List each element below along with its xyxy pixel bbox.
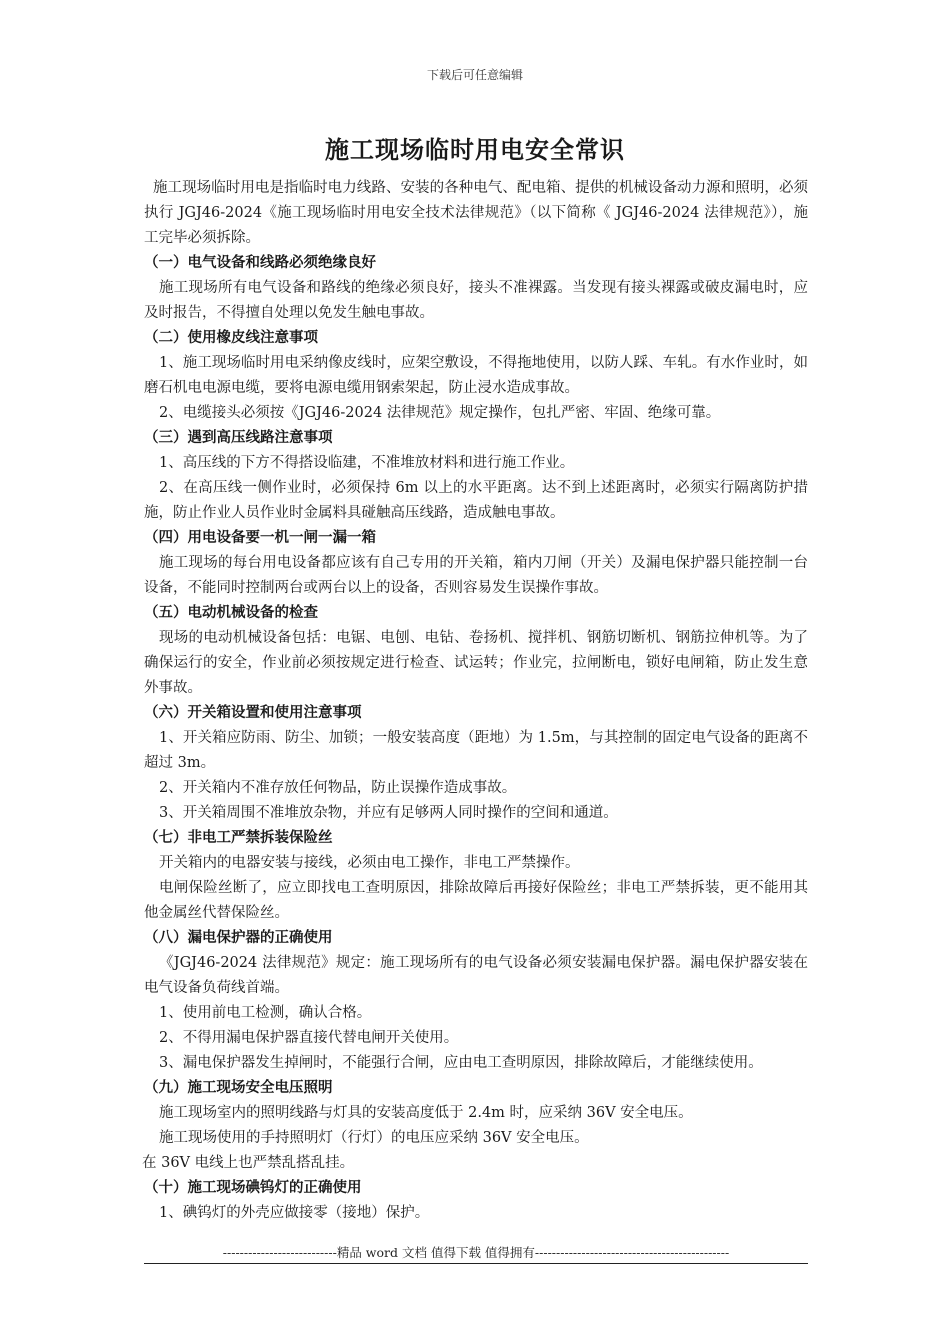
section-paragraph: 开关箱内的电器安装与接线，必须由电工操作，非电工严禁操作。 <box>159 855 580 871</box>
section-heading: （七）非电工严禁拆装保险丝 <box>144 830 333 846</box>
section-paragraph: 1、施工现场临时用电采纳像皮线时，应架空敷设，不得拖地使用，以防人踩、车轧。有水作业时，如磨石机电电源电缆，要将电源电缆用钢索架起，防止浸水造成事故。 <box>144 355 808 396</box>
section-heading: （六）开关箱设置和使用注意事项 <box>144 705 362 721</box>
section-paragraph: 2、在高压线一侧作业时，必须保持 6m 以上的水平距离。达不到上述距离时，必须实行隔离防护措施，防止作业人员作业时金属料具碰触高压线路，造成触电事故。 <box>144 480 808 521</box>
section-paragraph: 3、漏电保护器发生掉闸时，不能强行合闸，应由电工查明原因，排除故障后，才能继续使用。 <box>159 1055 763 1071</box>
section-heading: （八）漏电保护器的正确使用 <box>144 930 333 946</box>
section-heading: （三）遇到高压线路注意事项 <box>144 430 333 446</box>
section-paragraph: 1、高压线的下方不得搭设临建，不准堆放材料和进行施工作业。 <box>159 455 575 471</box>
section-heading: （二）使用橡皮线注意事项 <box>144 330 318 346</box>
section-paragraph: 2、不得用漏电保护器直接代替电闸开关使用。 <box>159 1030 459 1046</box>
footer-note: ---------------------------精品 word 文档 值得下载 值得拥有---------------------------------------------- <box>222 1245 730 1260</box>
section-paragraph: 电闸保险丝断了，应立即找电工查明原因，排除故障后再接好保险丝；非电工严禁拆装，更不能用其他金属丝代替保险丝。 <box>144 880 808 921</box>
section-paragraph: 《JGJ46-2024 法律规范》规定：施工现场所有的电气设备必须安装漏电保护器。漏电保护器安装在电气设备负荷线首端。 <box>144 955 808 996</box>
section-paragraph: 施工现场室内的照明线路与灯具的安装高度低于 2.4m 时，应采纳 36V 安全电压。 <box>159 1105 693 1121</box>
document-title: 施工现场临时用电安全常识 <box>325 135 625 164</box>
footer-divider <box>144 1263 808 1264</box>
section-paragraph: 现场的电动机械设备包括：电锯、电刨、电钻、卷扬机、搅拌机、钢筋切断机、钢筋拉伸机等。为了确保运行的安全，作业前必须按规定进行检查、试运转；作业完，拉闸断电，锁好电闸箱，防止发生意外事故。 <box>144 630 808 696</box>
section-heading: （九）施工现场安全电压照明 <box>144 1080 333 1096</box>
intro-paragraph: 施工现场临时用电是指临时电力线路、安装的各种电气、配电箱、提供的机械设备动力源和照明，必须执行 JGJ46-2024《施工现场临时用电安全技术法律规范》（以下简称《 JGJ46-2024 法律规范》），施工完毕必须拆除。 <box>144 180 808 246</box>
section-paragraph: 2、电缆接头必须按《JGJ46-2024 法律规范》规定操作，包扎严密、牢固、绝缘可靠。 <box>159 405 721 421</box>
section-paragraph: 1、开关箱应防雨、防尘、加锁；一般安装高度（距地）为 1.5m，与其控制的固定电气设备的距离不超过 3m。 <box>144 730 808 771</box>
section-heading: （一）电气设备和线路必须绝缘良好 <box>144 255 376 271</box>
section-paragraph: 施工现场的每台用电设备都应该有自己专用的开关箱，箱内刀闸（开关）及漏电保护器只能控制一台设备，不能同时控制两台或两台以上的设备，否则容易发生误操作事故。 <box>144 555 808 596</box>
section-paragraph: 1、碘钨灯的外壳应做接零（接地）保护。 <box>159 1205 430 1221</box>
header-note: 下载后可任意编辑 <box>426 68 523 82</box>
section-heading: （五）电动机械设备的检查 <box>144 605 318 621</box>
section-paragraph: 在 36V 电线上也严禁乱搭乱挂。 <box>142 1155 355 1171</box>
section-heading: （四）用电设备要一机一闸一漏一箱 <box>144 530 376 546</box>
section-paragraph: 施工现场使用的手持照明灯（行灯）的电压应采纳 36V 安全电压。 <box>159 1130 589 1146</box>
section-paragraph: 施工现场所有电气设备和路线的绝缘必须良好，接头不准裸露。当发现有接头裸露或破皮漏电时，应及时报告，不得擅自处理以免发生触电事故。 <box>144 280 808 321</box>
section-paragraph: 3、开关箱周围不准堆放杂物，并应有足够两人同时操作的空间和通道。 <box>159 805 618 821</box>
section-paragraph: 2、开关箱内不准存放任何物品，防止误操作造成事故。 <box>159 780 517 796</box>
section-paragraph: 1、使用前电工检测，确认合格。 <box>159 1005 372 1021</box>
document-body <box>144 176 808 1226</box>
section-heading: （十）施工现场碘钨灯的正确使用 <box>144 1180 362 1196</box>
